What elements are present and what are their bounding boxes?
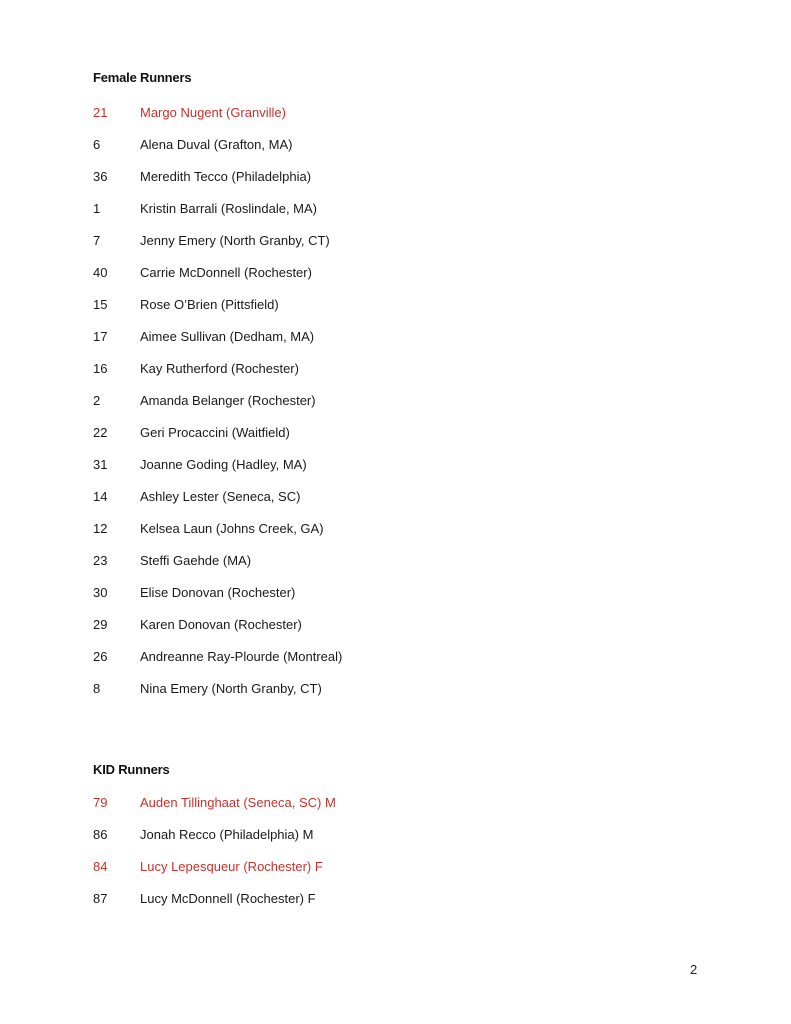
runner-name: Auden Tillinghaat (Seneca, SC) M: [140, 795, 336, 810]
runner-name: Karen Donovan (Rochester): [140, 617, 302, 632]
runner-name: Amanda Belanger (Rochester): [140, 393, 316, 408]
runner-name: Joanne Goding (Hadley, MA): [140, 457, 307, 472]
runner-name: Lucy Lepesqueur (Rochester) F: [140, 859, 323, 874]
runner-number: 12: [93, 521, 108, 536]
runner-name: Kelsea Laun (Johns Creek, GA): [140, 521, 324, 536]
runner-number: 79: [93, 795, 108, 810]
runner-number: 26: [93, 649, 108, 664]
runner-name: Jenny Emery (North Granby, CT): [140, 233, 330, 248]
runner-name: Nina Emery (North Granby, CT): [140, 681, 322, 696]
runner-number: 17: [93, 329, 108, 344]
runner-name: Alena Duval (Grafton, MA): [140, 137, 293, 152]
kid-runners-title: KID Runners: [93, 762, 170, 777]
runner-name: Geri Procaccini (Waitfield): [140, 425, 290, 440]
runner-number: 86: [93, 827, 108, 842]
runner-name: Carrie McDonnell (Rochester): [140, 265, 312, 280]
runner-name: Lucy McDonnell (Rochester) F: [140, 891, 316, 906]
runner-number: 21: [93, 105, 108, 120]
female-runners-title: Female Runners: [93, 70, 192, 85]
runner-name: Andreanne Ray-Plourde (Montreal): [140, 649, 343, 664]
runner-name: Aimee Sullivan (Dedham, MA): [140, 329, 315, 344]
runner-name: Meredith Tecco (Philadelphia): [140, 169, 312, 184]
runner-number: 8: [93, 681, 101, 696]
runner-number: 29: [93, 617, 108, 632]
runner-number: 84: [93, 859, 108, 874]
runner-number: 6: [93, 137, 101, 152]
runner-number: 7: [93, 233, 101, 248]
runner-number: 40: [93, 265, 108, 280]
runner-name: Margo Nugent (Granville): [140, 105, 286, 120]
runner-name: Rose O’Brien (Pittsfield): [140, 297, 279, 312]
runner-number: 1: [93, 201, 101, 216]
runner-name: Kay Rutherford (Rochester): [140, 361, 299, 376]
runner-number: 14: [93, 489, 108, 504]
runner-name: Kristin Barrali (Roslindale, MA): [140, 201, 317, 216]
runner-number: 31: [93, 457, 108, 472]
runner-name: Ashley Lester (Seneca, SC): [140, 489, 301, 504]
runner-number: 15: [93, 297, 108, 312]
runner-number: 2: [93, 393, 101, 408]
page-number: 2: [690, 962, 698, 977]
runner-number: 23: [93, 553, 108, 568]
runner-name: Steffi Gaehde (MA): [140, 553, 252, 568]
runner-number: 22: [93, 425, 108, 440]
runner-number: 36: [93, 169, 108, 184]
runner-number: 87: [93, 891, 108, 906]
runner-number: 30: [93, 585, 108, 600]
runner-name: Elise Donovan (Rochester): [140, 585, 296, 600]
runner-name: Jonah Recco (Philadelphia) M: [140, 827, 314, 842]
runner-number: 16: [93, 361, 108, 376]
